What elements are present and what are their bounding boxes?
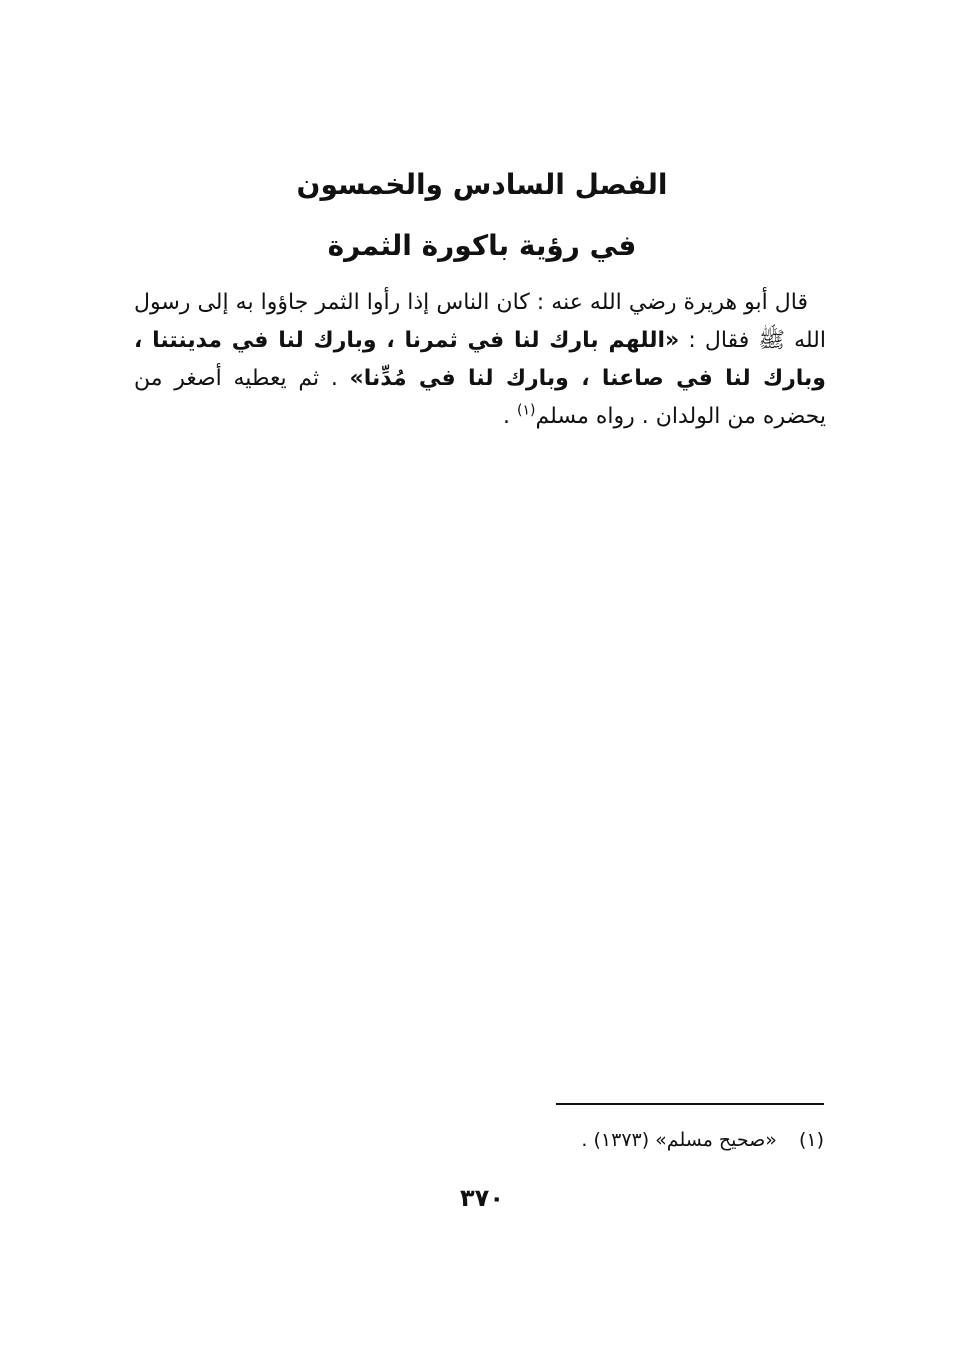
footnote-number: (١) [798,1129,824,1151]
hadith-quote: «اللهم بارك لنا في ثمرنا ، وبارك لنا في مدينتنا ، وبارك لنا في صاعنا ، وبارك لنا في مُدِّنا» [134,328,826,391]
page-number: ٣٧٠ [460,1184,504,1212]
footnote-divider [556,1103,824,1105]
paragraph-intro: قال أبو هريرة رضي الله عنه : كان الناس إذا رأوا الثمر جاؤوا به إلى رسول الله ﷺ فقال : [134,290,826,353]
footnote-text: «صحيح مسلم» (١٣٧٣) . [581,1129,777,1151]
body-paragraph [134,284,826,436]
footnote-reference: (١) [517,402,536,419]
paragraph-end-mark: . [503,404,518,429]
chapter-title: الفصل السادس والخمسون [296,168,668,201]
footnote [300,1124,824,1156]
chapter-subtitle: في رؤية باكورة الثمرة [327,229,637,262]
paragraph-outro: . ثم يعطيه أصغر من يحضره من الولدان . رواه مسلم [134,366,826,429]
paragraph [134,284,826,436]
